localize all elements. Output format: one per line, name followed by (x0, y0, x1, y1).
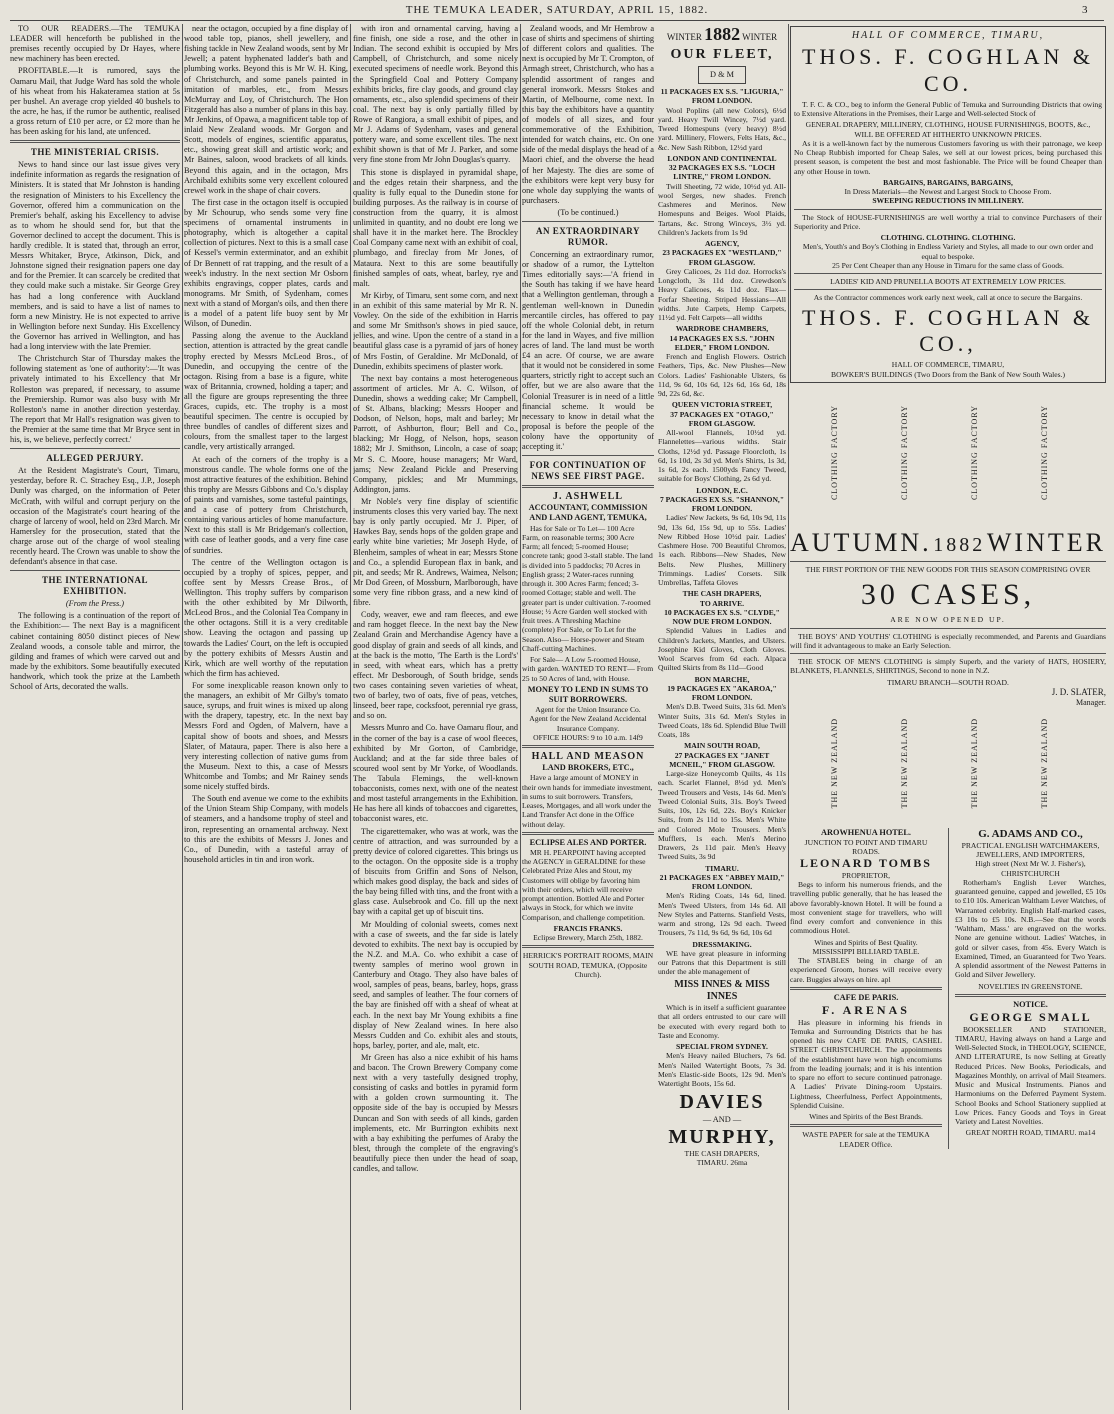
shipment-list: Grey Calicoes, 2s 11d doz. Horrocks's Longcloth, 3s 11d doz. Crewdson's Heavy Calicoes, 4s 11d doz. Flax—Forfar Sheeting. Striped Hessians—All widths. Jute Carpets, Hemp Carpets, 11½d yd. Felt Carpets—all widths (658, 266, 786, 323)
column-divider (948, 828, 949, 1149)
adams-advert (955, 828, 1106, 1149)
article-paragraph: Mr Moulding of colonial sweets, comes next with a case of sweets, and the far side is lately devoted to exhibits. The next bay is occupied by the N.Z. and M.A. Co. who exhibit a case of twenty samples of merino wool grown in Canterbury and Otago. They also have bales of wool, samples of peas, beans, barley, hops, grass seed, and samples of leather. The four corners of the bay are finished off with a sheaf of wheat at each. In the next bay Mr Young exhibits a fine display of New Zealand wines. In here also Messrs Cudden and Co. exhibit ales and stouts, hops, barley, porter, and ale, malt, etc. (353, 919, 518, 1050)
article-paragraph: The following is a continuation of the report of the Exhibition:— The next Bay is a magnificent cabinet containing 8050 distinct pieces of New Zealand woods, a console table and mirror, the gilding and frames of which were carved out and made by the exhibitors. Some beautifully executed handwork, which took the prize at the Lambeth School of Arts, decorated the walls. (10, 611, 180, 692)
autumn-label: AUTUMN. (790, 527, 932, 557)
section-label: THE CASH DRAPERS, (682, 589, 762, 599)
arenas-body: Has pleasure in informing his friends in Temuka and Surrounding Districts that he has opened his new CAFE DE PARIS, CASHEL STREET CHRISTCHURCH. The appointments of the establishment have won high encomiums from the leading journals; and it is his intention to spare no effort to secure continued patronage. A Ladies' Private Dining-room Upstairs. Lightness, Cheerfulness, Perfect Appointments, Splendid Cuisine. (790, 1017, 942, 1110)
coghlan-well: As it is a well-known fact by the numerous Customers favoring us with their patronage, we keep No Cheap Rubbish imported for Cheap Sales, we sell at our lowest prices, being purchased this present season, is competent the best and most fashionable. The Price will be found Cheaper than any other House in town. (794, 138, 1102, 176)
hall-meason-advert (522, 751, 654, 829)
section-label: DRESSMAKING. (692, 939, 752, 949)
clothing-factory-label: CLOTHING FACTORY (970, 404, 979, 500)
small-address: GREAT NORTH ROAD, TIMARU. ma14 (965, 1128, 1096, 1138)
eclipse-signature: FRANCIS FRANKS. (553, 923, 623, 933)
article-paragraph: The South end avenue we come to the exhibits of the Union Steam Ship Company, with models of steamers, and a handsome trophy of steel and iron, representing an ornamental archway. Next to this are the exhibits of Messrs J. Jones and Co., of Dunedin, with a tasteful array of household articles in tin and iron work. (184, 794, 348, 864)
eclipse-heading: ECLIPSE ALES AND PORTER. (529, 837, 647, 847)
arenas-wines: Wines and Spirits of the Best Brands. (809, 1112, 923, 1121)
coghlan-bowker: BOWKER'S BUILDINGS (Two Doors from the Bank of New South Wales.) (831, 369, 1065, 379)
tombs-title: PROPRIETOR, (841, 870, 891, 880)
article-paragraph: This stone is displayed in pyramidal shape, and the edges retain their sharpness, and the quality is fully equal to the Dunedin stone for building purposes. As the railway is in course of construction from the quarry, it is almost unlimited in quantity, and no doubt ere long we shall have it in the market here. The Brockley Coal Company came next with an exhibit of coal, plumbago, and fireclay from Mr Jones, of Mataura. Next to this are some beautifully finished samples of oats, wheat, barley, rye and malt. (353, 167, 518, 288)
shipment-heading: 23 PACKAGES EX "WESTLAND," FROM GLASGOW. (662, 248, 782, 267)
tombs-body: Begs to inform his numerous friends, and the travelling public generally, that he has leased the above favorably-known Hotel. It will be found a most convenient stage for travellers, who will find every comfort and convenience in this commodious Hotel. (790, 880, 942, 936)
column-4-left (522, 24, 654, 1410)
column-divider (350, 24, 351, 1410)
shipment-list: Ladies' New Jackets, 9s 6d, 10s 9d, 11s 9d, 13s 6d, 15s 9d, up to 55s. Ladies' New Ribbed Hose 10½d pair. Ladies' Cashmere Hose. 700 Beautiful Chromos, 1s each. Ribbons—New Shades, New Belts. New Plushes, Millinery Trimmings. Ladies' Corsets. Silk Umbrellas, Taffeta Gloves (658, 513, 786, 588)
adams-greenstone: NOVELTIES IN GREENSTONE. (978, 981, 1083, 991)
article-paragraph: For some inexplicable reason known only to the managers, an exhibit of Mr Gilby's tomato sauce, syrups, and fruit wines is mixed up along with the drapery, tapestry, etc. In the next bay Messrs Ford and Ogden, of Malvern, have a capital show of boots and shoes, and Messrs Slater, of Mataura, paper. There is also here a very interesting collection of native gums from the Museum. Next to this, a case of Messrs Whitcombe and Tombs; and Mr Rainey sends some nicely stuffed birds. (184, 681, 348, 792)
coghlan-house: The Stock of HOUSE-FURNISHINGS are well worthy a trial to convince Purchasers of their Superiority and Price. (794, 212, 1102, 231)
column-divider (182, 24, 183, 1410)
adams-address: High street (Next Mr W. J. Fisher's), CHRISTCHURCH (975, 859, 1086, 878)
eclipse-body: MR H. PEARPOINT having accepted the AGENCY in GERALDINE for these Celebrated Prize Ales and Stout, my Customers will oblige by favoring him with their orders, which will receive prompt attention. Bottled Ale and Porter always in Stock, for which we invite Comparison, and challenge competition. (522, 847, 646, 922)
waste-paper: WASTE PAPER for sale at the TEMUKA LEADER Office. (802, 1130, 930, 1149)
divider (10, 570, 180, 571)
masthead (0, 4, 1114, 16)
column-divider (788, 24, 789, 1410)
shipment-heading: 21 PACKAGES EX "ABBEY MAID," FROM LONDON. (659, 872, 785, 892)
ashwell-subtitle: ACCOUNTANT, COMMISSION AND LAND AGENT, TEMUKA, (528, 503, 648, 523)
ashwell-name: J. ASHWELL (552, 491, 624, 503)
article-paragraph: Zealand woods, and Mr Hembrow a case of shirts and specimens of shirting of different colors and qualities. The next is occupied by Mr T. Crompton, of Armagh street, Christchurch, who has a splendid assortment of ranges and general ironwork. Messrs Stokes and Martin, of Melbourne, come next. In this bay the exhibitors have a quantity of models of all sizes, and four commemorative of the Exhibition, intended for watch chains, etc. On one side of the medal displays the head of a Maori chief, and the obverse the head of her Majesty. The dies are some of the exhibitors were kept very busy for one whole day supplying the wants of purchasers. (522, 24, 654, 205)
divider (522, 485, 654, 488)
to-be-continued: (To be continued.) (557, 207, 619, 217)
divider (10, 448, 180, 449)
article-paragraph: At each of the corners of the trophy is a monstrous candle. The whole forms one of the most attractive features of the exhibition. Behind this trophy are Messrs Gibbons and Co.'s display of paints and varnishes, some tasteful paintings, and a case of pottery from Christchurch, containing various articles of home manufacture. Next to this stall is Mr Bridgeman's collection, with case of leather goods, and a very fine case of sundries. (184, 454, 348, 555)
section-label: TIMARU. (705, 863, 739, 873)
shipment-heading: 37 PACKAGES EX "OTAGO," FROM GLASGOW. (670, 409, 774, 428)
divider (522, 745, 654, 748)
article-paragraph: The first case in the octagon itself is occupied by Mr Schourup, who sends some very fine specimens of ornamental instruments in photography, which is altogether a capital collection of pictures. Next to this is a small case of Kessel's vermin exterminator, and an exhibit of Dr Bennett of rat trapping, and the result of a week's industry. In the next section Mr Osborn exhibits engravings, copper plates, cards and monograms. Mr Smith, of Sydenham, comes next with a stand of Morgan's oils, and then there is a model of a patent life buoy sent by Mr Wilson, of Dunedin. (184, 197, 348, 329)
coghlan-clothing: CLOTHING. CLOTHING. CLOTHING. (880, 233, 1016, 243)
article-paragraph: with iron and ornamental carving, having a fine finish, one side a rose, and the other in Indian. The second exhibit is occupied by Mrs Campbell, of Christchurch, and some nicely executed specimens of needle work. Beyond this the Springfield Coal and Pottery Company exhibits bricks, fire clay goods, and ground clay ornaments, etc., also splendid specimens of their coal. The next bay is only partially filled by Rowe of Rangiora, a small exhibit of pipes, and Mr J. Adams of Sydenham, vases and general pottery ware, and some excellent tiles. The next exhibit shown is that of Mr J. Parker, and some very fine stone from Mr John Douglas's quarry. (353, 24, 518, 165)
article-paragraph: Mr Green has also a nice exhibit of his hams and bacon. The Crown Brewery Company come next with a very tastefully designed trophy, consisting of casks and bottles in pyramid form with a golden crown surmounting it. The opposite side of the bay is occupied by Messrs Duncan and Son with seeds of all kinds, garden implements, etc. Mr Burrington exhibits next with a bay exhibiting the perfumes of Araby the blest, through the complete of the engraving's beautifully piece then under the head of soap, candles, and tallow. (353, 1052, 518, 1174)
headline-alleged-perjury: ALLEGED PERJURY. (46, 453, 144, 464)
shipment-list: French and English Flowers. Ostrich Feathers, Tips, &c. New Plushes—New Colors. Ladies' Fashionable Ulsters, 6s 11d, 9s 6d, 10s 6d, 12s 6d, 16s 6d, 18s 9d, 22s 6d, &c. (658, 352, 786, 399)
article-paragraph: Cody, weaver, ewe and ram fleeces, and ewe and ram hogget fleece. In the next bay the New Zealand Grain and Merchandise Agency have a good display of grain and seeds of all kinds, and at the back is the motto, 'The Earth is the Lord's' in seed, with wheat ears, which has a pretty effect. Mr Desborough, of South bridge, sends two cases containing seven varieties of wheat, two of barley, two of oats, five of peas, vetches, linseed, beer rape, cocksfoot, perennial rye grass, and so on. (353, 610, 518, 721)
innes-body: Which is in itself a sufficient guarantee that all orders entrusted to our care will be executed with every regard both to Taste and Economy. (658, 1003, 786, 1040)
coghlan-stock: GENERAL DRAPERY, MILLINERY, CLOTHING, HOUSE FURNISHINGS, BOOTS, &c., (805, 120, 1091, 130)
shipment-heading: 10 PACKAGES EX S.S. "CLYDE," NOW DUE FROM LONDON. (664, 607, 780, 627)
clothing-factory-label: CLOTHING FACTORY (900, 404, 909, 500)
innes-name: MISS INNES & MISS INNES (674, 978, 770, 1002)
headline-ministerial-crisis: THE MINISTERIAL CRISIS. (30, 147, 160, 158)
divider (794, 209, 1102, 210)
section-label: QUEEN VICTORIA STREET, (671, 400, 773, 410)
section-label: SPECIAL FROM SYDNEY. (676, 1042, 768, 1052)
timaru-branch: TIMARU BRANCH—SOUTH ROAD. (887, 677, 1009, 687)
section-label: MAIN SOUTH ROAD, (684, 741, 760, 751)
new-zealand-label: THE NEW ZEALAND (970, 717, 979, 808)
section-label: WARDROBE CHAMBERS, (675, 324, 769, 334)
winter-right: WINTER (742, 32, 778, 42)
page-number: 3 (1082, 4, 1089, 16)
winter-left: WINTER (666, 32, 702, 42)
eclipse-advert (522, 838, 654, 943)
shipment-heading: 7 PACKAGES EX S.S. "SHANNON," FROM LONDON. (659, 494, 785, 514)
winter-year: 1882 (704, 24, 741, 44)
first-portion: THE FIRST PORTION OF THE NEW GOODS FOR THIS SEASON COMPRISING OVER (805, 565, 1091, 575)
coghlan-pct: 25 Per Cent Cheaper than any House in Timaru for the same class of Goods. (832, 260, 1064, 270)
arenas-name: F. ARENAS (822, 1002, 910, 1017)
divider (522, 455, 654, 456)
to-arrive: TO ARRIVE. (699, 598, 745, 608)
dressmaking-body: WE have great pleasure in informing our Patrons that this Department is still under the able management of (658, 948, 786, 977)
davies-name: DAVIES (679, 1091, 765, 1114)
divider (790, 987, 942, 990)
article-paragraph: Mr Kirby, of Timaru, sent some corn, and next in an exhibit of this same material by Mr R. N. Vowley. On the side of the exhibition in Harris and some Mr Smithson's shows in pied sauce, jellies, and wine. Upon the centre of a stand in a beautiful glass case is a pyramid of jars of honey of Mrs Fostin, of Geraldine. Mr McDonald, of Dunedin, exhibits specimens of plaster work. (353, 290, 518, 371)
divider (955, 994, 1106, 997)
coghlan-hall: HALL OF COMMERCE, TIMARU, (851, 30, 1045, 41)
mens-clothing: THE STOCK OF MEN'S CLOTHING is simply Superb, and the variety of HATS, HOSIERY, BLANKETS, FLANNELS, SHIRTINGS, Second to none in N.Z. (790, 657, 1106, 676)
ashwell-advert (522, 491, 654, 742)
column-divider (520, 24, 521, 1410)
coghlan-sweep: SWEEPING REDUCTIONS IN MILLINERY. (872, 196, 1024, 206)
coghlan-contractor: As the Contractor commences work early next week, call at once to secure the Bargains. (813, 293, 1083, 303)
masthead-rule (10, 20, 1104, 21)
coghlan-kid: LADIES' KID AND PRUNELLA BOOTS AT EXTREMELY LOW PRICES. (830, 277, 1066, 287)
money-to-lend: MONEY TO LEND IN SUMS TO SUIT BORROWERS. (527, 684, 649, 704)
divider (790, 561, 1106, 562)
section-label: LONDON AND CONTINENTAL (667, 153, 777, 163)
arowhenua-advert (790, 828, 942, 1149)
murphy-name: MURPHY, (668, 1125, 776, 1148)
ashwell-body: Has for Sale or To Let— 100 Acre Farm, on reasonable terms; 300 Acre Farm; all fenced; 5-roomed House; concrete tank; good 3-stall stable. The land is divided into 5 paddocks; 70 Acres in English grass; 2 Water-races running through it. 300 Acres Farm; fenced; 3-roomed Cottage; stable and well. The greater part is under cultivation. 7-roomed House; ½ Acre Garden well stocked with fruit trees. A Threshing Machine (complete) For Sale, or To Let for the Season. Also— Horse-power and Steam Chaff-cutting Machines. (522, 523, 653, 653)
shipment-list: Twill Sheeting, 72 wide, 10½d yd. All-wool Serges, new shades. French Cashmeres and Merinos. New Homespuns and Beiges. Wool Plaids, Tartans, &c. Strong Winceys, 3½ yd. Children's Jackets from 1s 9d (658, 181, 786, 237)
coghlan-hall-2: HALL OF COMMERCE, TIMARU, (891, 360, 1005, 370)
article-paragraph: The next bay contains a most heterogeneous assortment of articles. Mr A. C. Wilson, of Dunedin, shows a wedding cake; Mr Campbell, of St. Albans, blacking; Messrs Hooper and Dodson, of Nelson, hops, malt and barley; Mr Parrott, of Ashburton, flour; Bell and Co., blacking; Mr Hogg, of Nelson, hops, season 1882; Mr J. Smithson, Lincoln, a case of soap; Mr S. C. Moore, house managers; Mr Ward, jams; New Zealand Pickle and Preserving Company, pickles; and Mr Mummings, Addington, jams. (353, 373, 518, 494)
shipment-list: Men's D.B. Tweed Suits, 31s 6d. Men's Winter Suits, 31s 6d. Men's Styles in Tweed Coats, 18s 6d. Splendid Blue Twill Coats, 18s (658, 702, 786, 740)
divider (790, 653, 1106, 654)
column-1 (10, 24, 180, 1410)
new-zealand-label: THE NEW ZEALAND (830, 717, 839, 808)
coghlan-bargains-body: In Dress Materials—the Newest and Largest Stock to Choose From. (844, 187, 1052, 197)
new-zealand-label: THE NEW ZEALAND (1040, 717, 1049, 808)
portrait-rooms-advert: HERRICK'S PORTRAIT ROOMS, MAIN SOUTH ROAD, TEMUKA, (Opposite Church). (522, 951, 654, 979)
hall-meason-subtitle: LAND BROKERS, ETC., (542, 763, 634, 773)
clothing-factory-banner (790, 385, 1106, 525)
hall-meason-body: Have a large amount of MONEY in their own hands for immediate investment, in sums to suit borrowers. Transfers, Leases, Mortgages, and all work under the Land Transfer Act done in the Office without delay. (522, 773, 653, 829)
winter-label: WINTER (986, 527, 1106, 557)
exhibition-source: (From the Press.) (65, 599, 125, 609)
column-3 (353, 24, 518, 1410)
headline-rumor: AN EXTRAORDINARY RUMOR. (536, 226, 640, 248)
coghlan-clothing-body: Men's, Youth's and Boy's Clothing in Endless Variety and Styles, all made to our own order and equal to bespoke. (802, 242, 1094, 261)
adams-body: Rotherham's English Lever Watches, guaranteed genuine, capped and jewelled, £5 10s to £10 10s. American Waltham Lever Watches, of Warranted celebrity. English Half-marked cases, £3 10s to £5 10s. N.B.—See that the words 'Waltham, Mass.' are engraved on the works. None are genuine without. Ladies' Watches, in gold or silver cases, from 45s. Every Watch is Examined, Timed, an Guaranteed for Two Years. A splendid assortment of the Newest Patterns in Gold and Silver Jewellery. (954, 877, 1106, 980)
slater-name: J. D. SLATER, (1051, 686, 1106, 697)
coghlan-name: THOS. F. COGHLAN & CO. (801, 44, 1095, 97)
coghlan-name-2: THOS. F. COGHLAN & CO., (801, 304, 1095, 357)
winter-banner (658, 24, 786, 46)
autumn-winter-banner (790, 527, 1106, 559)
headline-exhibition: THE INTERNATIONAL EXHIBITION. (41, 575, 149, 597)
boys-clothing: THE BOYS' AND YOUTHS' CLOTHING is especially recommended, and Parents and Guardians will find it advantageous to make an Early Selection. (790, 631, 1106, 650)
divider (522, 832, 654, 835)
divider (522, 945, 654, 948)
divider (790, 1124, 942, 1127)
article-paragraph: Concerning an extraordinary rumor, or shadow of a rumor, the Lyttelton Times editorially says:—'A friend in the South has taking if we have heard that a Wellington gentleman, through a gentleman well-known in Dunedin mercantile circles, has offered to pay off the whole Colonial debt, in return for the land in Wayes, and five million acres of land. The land must be worth £4 an acre. Of course, we are aware that it would not be considered in some quarters, strictly right to accept such an offer, but we are also aware that the Colonial Treasurer is in need of a little financial scheme. It would be necessary to know in detail what the proposal is before the people of the colony have the opportunity of accepting it.' (522, 250, 654, 452)
shipment-list: Large-size Honeycomb Quilts, 4s 11s each. Scarlet Flannel, 8½d yd. Men's Tweed Trousers and Vests, 14s 6d. Men's Tweed Colonial Suits, 31s. Boy's Tweed Suits, 10s, 12s 6d, 22s. Boy's Knicker Suits, from 2s 11d to 15s. Men's White and Colored Mole Trousers. Men's Mufflers, 1s each. Men's Merino Drawers, 2s 11d pair. Men's Heavy Tweed Suits, 3s 9d (658, 769, 786, 862)
divider (790, 628, 1106, 629)
ashwell-footer: For Sale— A Low 5-roomed House, with garden. WANTED TO RENT— From 25 to 50 Acres of land, with House. (522, 655, 654, 683)
office-hours: OFFICE HOURS: 9 to 10 a.m. 14f9 (533, 732, 643, 742)
shipment-list: Splendid Values in Ladies and Children's Jackets, Mantles, and Ulsters. Josephine Kid Gloves, Cloth Gloves. Wool Scarves from 6d each. Alpaca Quilted Skirts from 8s 11d—Good (658, 626, 786, 673)
agent-union: Agent for the Union Insurance Co. (535, 705, 641, 715)
dm-flag: D & M (698, 66, 746, 84)
cash-drapers: THE CASH DRAPERS, (684, 1149, 760, 1159)
shipment-heading: 19 PACKAGES EX "AKAROA," FROM LONDON. (667, 683, 777, 703)
article-paragraph: Passing along the avenue to the Auckland section, attention is attracted by the great candle trophy erected by Messrs McLeod Bros., of Dunedin, and occupying the centre of the octagon. Rising from a base is a figure, white wax of Britannia, crowned, holding a taper; and all the figure are groups representing the three Graces, cupids, etc. The trophy is a most beautiful specimen. The centre is occupied by three bundles of candles of different sizes and colours, from the smallest taper to the largest candle, very artistically arranged. (184, 331, 348, 452)
autumn-year: 1882 (933, 533, 986, 556)
arowhenua-name: AROWHENUA HOTEL. (821, 827, 911, 837)
new-zealand-banner (790, 708, 1106, 828)
column-2 (184, 24, 348, 1410)
hall-meason-name: HALL AND MEASON (531, 751, 645, 763)
article-paragraph: News to hand since our last issue gives very indefinite information as regards the resignation of Ministers. It is stated that Mr Johnston is handing the resignation of Ministers to his Excellency the Governor, offered him a communication on the Premier's behalf, asking his Excellency to advise as to whom he should send for, but that the Governor declined to accept the document. This is hardly credible. It is stated that, through an error, Messrs Whitaker, Bryce, Atkinson, Dick, and Johnstone signed their resignation papers one day and for the Premier. It can scarcely be credited that they could make such a mistake. Sir George Grey has had a long conference with Auckland members, and is said to have a list of names to form a new Ministry. He is not expected to arrive in Wellington before next Sunday. His Excellency the Governor has arrived in Wellington, and has had a long interview with the late Premier. (10, 160, 180, 352)
article-paragraph: near the octagon, occupied by a fine display of wood table top, pianos, shell jewellery, and fishing tackle in New Zealand woods, sent by Mr Jewell; a patent hyphenated ladder's bath and plumbing works. Beyond this is Mr W. H. King, of Christchurch, and some panels painted in imitation of marbles, etc., from Messrs McMurray and Loy, of Christchurch. The Hon Fitzgerald has also a number of plans in this bay. Mr Jenkins, of Opawa, a magnificent table top of inlaid New Zealand woods. Mr Gorgon and Scott, models of engines, scientific apparatus, etc., showing great skill and artistic work; and Mr Baines, saloon, wood brackets of all kinds. Beyond this again, and in the octagon, Mrs Archibald exhibits some very excellent coloured crewel work in the shape of chair covers. (184, 24, 348, 195)
article-paragraph: Messrs Munro and Co. have Oamaru flour, and in the corner of the bay is a case of wool fleeces, exhibited by Mr Gorton, of Cambridge, Auckland; and at the far side three bales of scoured wool sent by Mr Yorke, of Woodlands. The Tabula Flemings, the well-known tobacconists, comes next, with one of the neatest and most tasteful arrangements in the Exhibition. He has here all kinds of tobaccoes and cigarettes, tobacconist wares, etc. (353, 723, 518, 824)
article-paragraph: The centre of the Wellington octagon is occupied by a trophy of spices, pepper, and coffee sent by Messrs Crease Bros., of Wellington. This trophy suffers by comparison with the other exhibited by Mr Dilworth, McLeod Bros., and the Colonial Tea Company in the other octagons. Still it is a very creditable show. Leaving the octagon and passing up towards the Ladies' Court, on the left is occupied by the pottery exhibits of Messrs Austin and Kirk, which are well worthy of the reputation which the firm has achieved. (184, 557, 348, 678)
shipment-heading: 14 PACKAGES EX S.S. "JOHN ELDER," FROM LONDON. (669, 333, 775, 352)
article-paragraph: The cigarettemaker, who was at work, was the centre of attraction, and was surrounded by a pretty device of colored cigarettes. This brings us to the octagon. On the opposite side is a trophy of biscuits from Griffin and Sons of Nelson, which makes good display, the back and sides of the bay being filled with tins, and the front with a glass case. Aulsebrook and Co. fill up the next bay with a capital get up of biscuit tins. (353, 826, 518, 917)
coghlan-offer: WILL BE OFFERED AT HITHERTO UNKNOWN PRICES. (854, 129, 1042, 139)
cash-drapers-town: TIMARU. 26ma (696, 1158, 748, 1168)
small-name: GEORGE SMALL (969, 1010, 1092, 1025)
divider (794, 289, 1102, 290)
shipment-heading: 11 PACKAGES EX S.S. "LIGURIA," FROM LONDON. (660, 87, 784, 106)
divider (10, 140, 180, 143)
shipment-list: Men's Heavy nailed Bluchers, 7s 6d. Men's Nailed Watertight Boots, 7s 3d. Men's Elastic-side Boots, 12s 9d. Men's Watertight Boots, 15s 6d. (658, 1051, 786, 1089)
shipment-list: Men's Riding Coats, 14s 6d, lined. Men's Tweed Ulsters, from 14s 6d. All New Styles and Patterns. Stanfield Vests, warm and strong, 12s 9d each. Tweed Trousers, 7s 11d, 9s 6d, 9s 6d, 10s 6d (658, 891, 786, 938)
coghlan-intro: T. F. C. & CO., beg to inform the General Public of Temuka and Surrounding Districts that owing to Extensive Alterations in the Premises, their Large and Well-selected Stock of (794, 99, 1102, 119)
tombs-stables: The STABLES being in charge of an experienced Groom, horses will receive every care. Buggies always on hire. apl (790, 956, 942, 984)
shipment-heading: 32 PACKAGES EX S.S. "LOCH LINTRE," FROM LONDON. (668, 163, 776, 182)
shipment-heading: 27 PACKAGES EX "JANET MCNEIL," FROM GLASGOW. (669, 750, 775, 769)
shipment-list: All-wool Flannels, 10½d yd. Flannelettes—various widths. Stair Cloths, 12½d yd. Passage Floorcloth, 1s 6d, 1s 10d, 2s 3d yd. Men's Shirts, 1s 3d, 1s 6d, 2s each. 1500yds Fancy Tweed, suitable for Boys' Clothing, 2s 6d yd. (658, 428, 786, 484)
arowhenua-location: JUNCTION TO POINT AND TIMARU ROADS. (804, 837, 928, 856)
adams-subtitle: PRACTICAL ENGLISH WATCHMAKERS, JEWELLERS, AND IMPORTERS, (961, 840, 1100, 860)
slater-title: Manager. (1076, 697, 1106, 707)
bottom-adverts (790, 828, 1106, 1149)
article-paragraph: PROFITABLE.—It is rumored, says the Oamaru Mail, that Judge Ward has sold the whole of his wheat from his Hakateramea station at 5s per bushel. An average crop yielded 40 bushels to the acre, he has, if the rumor be authentic, realised a gross return of £10 per acre, or £2 more than he has been asking for his land, ate unfenced. (10, 66, 180, 137)
clothing-factory-label: CLOTHING FACTORY (830, 404, 839, 500)
coghlan-advert (790, 26, 1106, 383)
shipment-list: Wool Poplins (all new Colors), 6½d yard. Heavy Twill Wincey, 7½d yard. Tweed Homespuns (very heavy) 8½d yard. Millinery, Flowers, Felts Hats, &c., &c. New Sash Ribbon, 12½d yard (658, 105, 786, 152)
new-zealand-label: THE NEW ZEALAND (900, 717, 909, 808)
article-paragraph: TO OUR READERS.—The TEMUKA LEADER will henceforth be published in the premises recently occupied by Dr Hayes, where new machinery has been erected. (10, 24, 180, 64)
tombs-wines: Wines and Spirits of Best Quality. (814, 937, 918, 947)
adams-name: G. ADAMS AND CO., (978, 827, 1083, 840)
and-text: — AND — (702, 1114, 742, 1124)
opened-up: ARE NOW OPENED UP. (890, 615, 1006, 625)
clothing-factory-label: CLOTHING FACTORY (1040, 404, 1049, 500)
coghlan-bargains: BARGAINS, BARGAINS, BARGAINS, (883, 177, 1013, 187)
notice-heading: NOTICE. (1013, 999, 1048, 1009)
our-fleet: OUR FLEET, (670, 46, 774, 62)
section-label: BON MARCHE, (694, 674, 750, 684)
thirty-cases: 30 CASES, (860, 577, 1036, 611)
tombs-billiard: MISSISSIPPI BILLIARD TABLE. (812, 946, 920, 956)
continuation-notice: FOR CONTINUATION OF NEWS SEE FIRST PAGE. (529, 460, 647, 482)
section-label: LONDON, E.C. (696, 485, 748, 495)
eclipse-date: Eclipse Brewery, March 25th, 1882. (533, 933, 643, 943)
column-5 (790, 24, 1106, 1410)
article-paragraph: The Christchurch Star of Thursday makes the following statement as 'one of authority':—'It was privately intimated to his Excellency that Mr Rolleston was prepared, if necessary, to assume the Premiership. Rumor was also busy with Mr Rolleston's name in another direction yesterday. The report that Mr Hall's resignation was given to the Premier at the same time that Mr Bryce sent in his, is, we believe, perfectly correct.' (10, 354, 180, 445)
article-paragraph: Mr Noble's very fine display of scientific instruments closes this very varied bay. The next bay is only partly occupied. Mr J. Piper, of Hawkes Bay, sends hops of the golden grape and early white bine varieties; Mr Joseph Hyde, of Blenheim, samples of wheat in ear; Messrs Stone and Co., a splendid European flax in bank, and pit, and seeds; Mr R. Andrews, Waimea, Nelson; Mr Dod Green, of Mossburn, Marlborough, have some very fine ribbon grass, and a new kind of fibre. (353, 497, 518, 608)
agent-accidental: Agent for the New Zealand Accidental Insurance Company. (529, 714, 647, 733)
divider (794, 273, 1102, 274)
cafe-name: CAFE DE PARIS. (833, 992, 899, 1002)
small-body: BOOKSELLER AND STATIONER, TIMARU, Having always on hand a Large and Well-Selected Stock, in THEOLOGY, SCIENCE, AND LITERATURE, Is now Selling at Greatly Reduced Prices. New Books, Periodicals, and Magazines Monthly, on arrival of Mail Steamers. Music and Musical Instruments. Pianos and Harmoniums on the Deferred Payment System. School Books and School Stationery supplied at Low Prices. Fancy Goods and Toys in Great Variety and Latest Novelties. (954, 1024, 1106, 1127)
article-paragraph: At the Resident Magistrate's Court, Timaru, yesterday, before R. C. Strachey Esq., J.P., Joseph Dunly was charged, on the information of Peter McCrath, with wilful and corrupt perjury on the occasion of the Magistrate's court hearing of the charge of larceny of wool, held on 23rd March. Mr Hamersley for the prosecution, stated that the charge arose out of the charge of wool stealing recently heard. The Crown was unable to show the defendant's absence in that case. (10, 466, 180, 567)
divider (522, 221, 654, 222)
davies-murphy-advert (658, 24, 786, 1410)
section-label: AGENCY, (704, 239, 740, 249)
tombs-name: LEONARD TOMBS (800, 856, 932, 871)
masthead-title: THE TEMUKA LEADER, SATURDAY, APRIL 15, 1882. (405, 4, 709, 16)
